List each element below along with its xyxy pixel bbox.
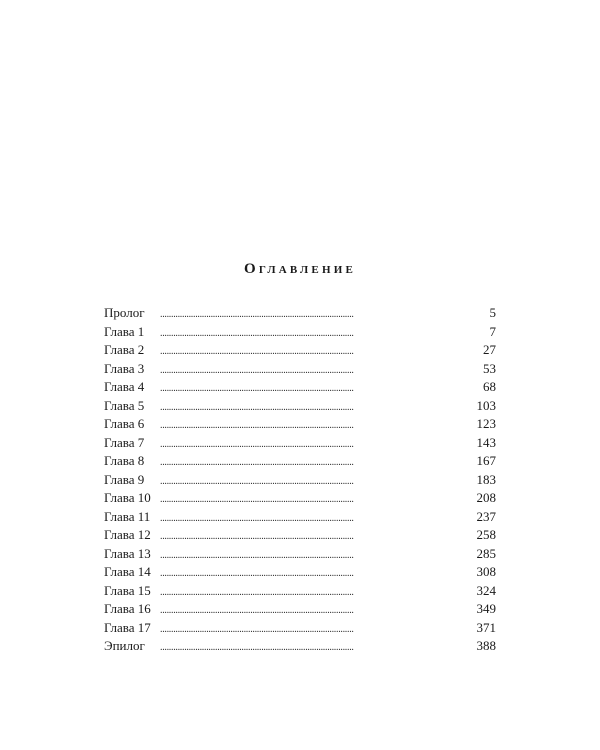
toc-entry [104, 471, 496, 490]
toc-entry [104, 397, 496, 416]
toc-entry-page: 167 [476, 453, 496, 468]
toc-entry-page: 7 [489, 323, 496, 339]
dot-leader [160, 491, 456, 510]
toc-entry-label: Глава 16 [104, 601, 151, 616]
dot-leader [160, 639, 456, 658]
dot-leader [160, 510, 456, 529]
toc-entry-label: Глава 6 [104, 416, 145, 431]
dot-leader [160, 528, 456, 547]
toc-entry-page: 183 [476, 471, 496, 487]
toc-entry-label: Глава 4 [104, 379, 145, 394]
toc-entry [104, 619, 496, 638]
toc-entry-page: 258 [476, 527, 496, 542]
toc-title: Оглавление [243, 261, 357, 277]
toc-entry-page: 5 [489, 305, 496, 320]
toc-entry-label: Глава 11 [104, 508, 151, 524]
toc-entry-page: 208 [476, 490, 496, 505]
toc-entry-page: 53 [483, 360, 496, 376]
dot-leader [160, 565, 456, 584]
dot-leader [160, 362, 456, 381]
toc-entry-label: Пролог [104, 305, 145, 320]
toc-entry [104, 341, 496, 360]
toc-entry [104, 452, 496, 471]
toc-entry-page: 143 [476, 434, 496, 450]
dot-leader [160, 380, 456, 399]
dot-leader [160, 325, 456, 344]
dot-leader [160, 306, 456, 325]
dot-leader [160, 399, 456, 418]
toc-entry-label: Глава 2 [104, 342, 145, 357]
dot-leader [160, 454, 456, 473]
toc-entry [104, 378, 496, 397]
toc-entry [104, 360, 496, 379]
toc-entry-page: 349 [476, 601, 496, 616]
toc-entry-page: 371 [476, 619, 496, 635]
toc-entry-label: Глава 17 [104, 619, 151, 635]
toc-entry [104, 304, 496, 323]
dot-leader [160, 343, 456, 362]
toc-entry-label: Глава 15 [104, 582, 151, 598]
dot-leader [160, 547, 456, 566]
dot-leader [160, 602, 456, 621]
toc-entry-label: Глава 10 [104, 490, 151, 505]
toc-entry-label: Глава 7 [104, 434, 145, 450]
toc-entry-label: Глава 14 [104, 564, 151, 579]
toc-entry [104, 489, 496, 508]
toc-entry [104, 526, 496, 545]
toc-list [104, 304, 496, 656]
toc-entry [104, 508, 496, 527]
toc-entry [104, 323, 496, 342]
dot-leader [160, 417, 456, 436]
toc-entry-page: 285 [476, 545, 496, 561]
toc-entry-label: Глава 1 [104, 323, 145, 339]
toc-entry-label: Глава 5 [104, 397, 145, 413]
toc-entry-page: 123 [476, 416, 496, 431]
toc-entry [104, 545, 496, 564]
toc-entry-page: 388 [476, 638, 496, 653]
toc-entry [104, 563, 496, 582]
toc-entry [104, 415, 496, 434]
toc-entry-label: Глава 13 [104, 545, 151, 561]
toc-entry [104, 434, 496, 453]
toc-entry [104, 637, 496, 656]
toc-entry [104, 600, 496, 619]
toc-entry [104, 582, 496, 601]
toc-entry-label: Глава 8 [104, 453, 145, 468]
toc-entry-label: Глава 3 [104, 360, 145, 376]
toc-entry-page: 324 [476, 582, 496, 598]
toc-entry-label: Глава 9 [104, 471, 145, 487]
dot-leader [160, 473, 456, 492]
toc-entry-page: 68 [483, 379, 496, 394]
toc-entry-label: Эпилог [104, 638, 145, 653]
toc-entry-page: 103 [476, 397, 496, 413]
toc-entry-page: 27 [483, 342, 496, 357]
dot-leader [160, 621, 456, 640]
toc-entry-page: 237 [476, 508, 496, 524]
toc-entry-label: Глава 12 [104, 527, 151, 542]
toc-entry-page: 308 [476, 564, 496, 579]
dot-leader [160, 584, 456, 603]
dot-leader [160, 436, 456, 455]
